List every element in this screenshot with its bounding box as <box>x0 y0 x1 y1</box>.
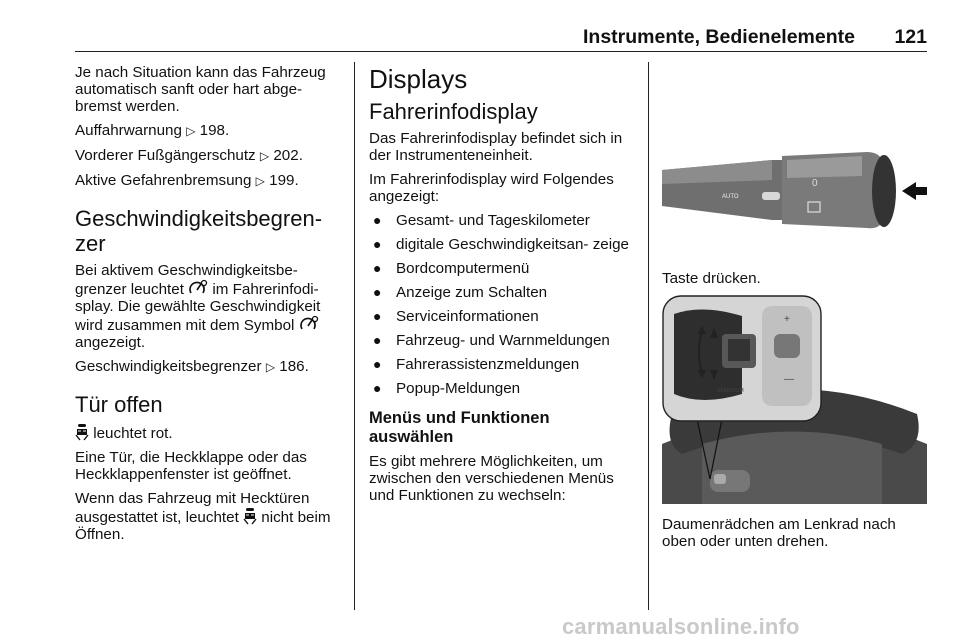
paragraph-braking: Je nach Situation kann das Fahrzeug automatisch sanft oder hart abge- bremst werden. <box>75 64 326 115</box>
triangle-arrow-icon: ▷ <box>255 174 265 188</box>
page-header <box>75 26 927 50</box>
page-link[interactable]: 198. <box>199 122 230 139</box>
ref-pedestrian-protection: Vorderer Fußgängerschutz ▷ 202. <box>75 147 303 164</box>
list-item: ● Popup-Meldungen <box>373 380 521 397</box>
list-item: ● Bordcomputermenü <box>373 260 530 277</box>
heading-driver-info-display: Fahrerinfodisplay <box>369 99 538 124</box>
page-link[interactable]: 202. <box>273 147 303 164</box>
paragraph-dic-location: Das Fahrerinfodisplay befindet sich in der Instrumenteneinheit. <box>369 130 623 164</box>
ref-speed-limiter: Geschwindigkeitsbegrenzer ▷ 186. <box>75 358 309 375</box>
svg-text:0: 0 <box>812 178 818 189</box>
svg-text:SPEED/LIM: SPEED/LIM <box>717 388 744 394</box>
page-link[interactable]: 199. <box>269 172 299 189</box>
paragraph-door-detail: Eine Tür, die Heckklappe oder das Heckklappenfenster ist geöffnet. <box>75 449 307 483</box>
header-rule <box>75 51 927 52</box>
page-title: Instrumente, Bedienelemente <box>583 26 855 48</box>
column-middle <box>369 64 635 511</box>
heading-speed-limiter: Geschwindigkeitsbegren- zer <box>75 206 323 256</box>
page-number: 121 <box>894 26 927 48</box>
speed-limiter-icon <box>299 315 319 333</box>
triangle-arrow-icon: ▷ <box>259 149 270 163</box>
caption-thumbwheel: Daumenrädchen am Lenkrad nach oben oder unten drehen. <box>662 516 896 550</box>
heading-door-open: Tür offen <box>75 392 163 417</box>
caption-press-button: Taste drücken. <box>662 270 761 287</box>
list-item: ● Gesamt- und Tageskilometer <box>373 212 590 229</box>
list-item: ● Anzeige zum Schalten <box>373 284 548 301</box>
paragraph-speed-limiter: Bei aktivem Geschwindigkeitsbe- grenzer leuchtet im Fahrerinfodi- splay. Die gewählte Geschwindigkeit wird zusammen mit dem Symbol angezeigt. <box>75 262 321 351</box>
list-item: ● Serviceinformationen <box>373 308 539 325</box>
column-divider <box>648 62 649 610</box>
column-left <box>75 64 347 550</box>
svg-text:AUTO: AUTO <box>722 194 739 200</box>
paragraph-menu-options: Es gibt mehrere Möglichkeiten, um zwischen den verschiedenen Menüs und Funktionen zu wechseln: <box>369 453 614 504</box>
paragraph-rear-doors: Wenn das Fahrzeug mit Hecktüren ausgestattet ist, leuchtet nicht beim Öffnen. <box>75 490 331 543</box>
triangle-arrow-icon: ▷ <box>265 360 276 374</box>
heading-displays: Displays <box>369 64 468 94</box>
column-right <box>662 64 927 557</box>
paragraph-door-open: leuchtet rot. <box>75 423 347 442</box>
list-item: ● Fahrerassistenzmeldungen <box>373 356 580 373</box>
steering-wheel-illustration <box>662 294 927 504</box>
stalk-illustration <box>662 136 927 244</box>
column-divider <box>354 62 355 610</box>
speed-limiter-icon <box>188 279 208 297</box>
svg-text:+: + <box>784 314 790 325</box>
dic-feature-list <box>369 212 635 397</box>
ref-emergency-braking: Aktive Gefahrenbremsung ▷ 199. <box>75 172 299 189</box>
door-open-icon <box>243 507 257 525</box>
list-item: ● digitale Geschwindigkeitsan- zeige <box>373 236 630 253</box>
paragraph-dic-shows: Im Fahrerinfodisplay wird Folgendes angezeigt: <box>369 171 614 205</box>
door-open-icon <box>75 423 89 441</box>
ref-collision-warning: Auffahrwarnung ▷ 198. <box>75 122 230 139</box>
heading-menus-functions: Menüs und Funktionen auswählen <box>369 409 550 446</box>
list-item: ● Fahrzeug- und Warnmeldungen <box>373 332 610 349</box>
svg-text:—: — <box>784 374 794 385</box>
triangle-arrow-icon: ▷ <box>186 124 196 138</box>
watermark: carmanualsonline.info <box>562 614 800 639</box>
page-link[interactable]: 186. <box>279 358 309 375</box>
